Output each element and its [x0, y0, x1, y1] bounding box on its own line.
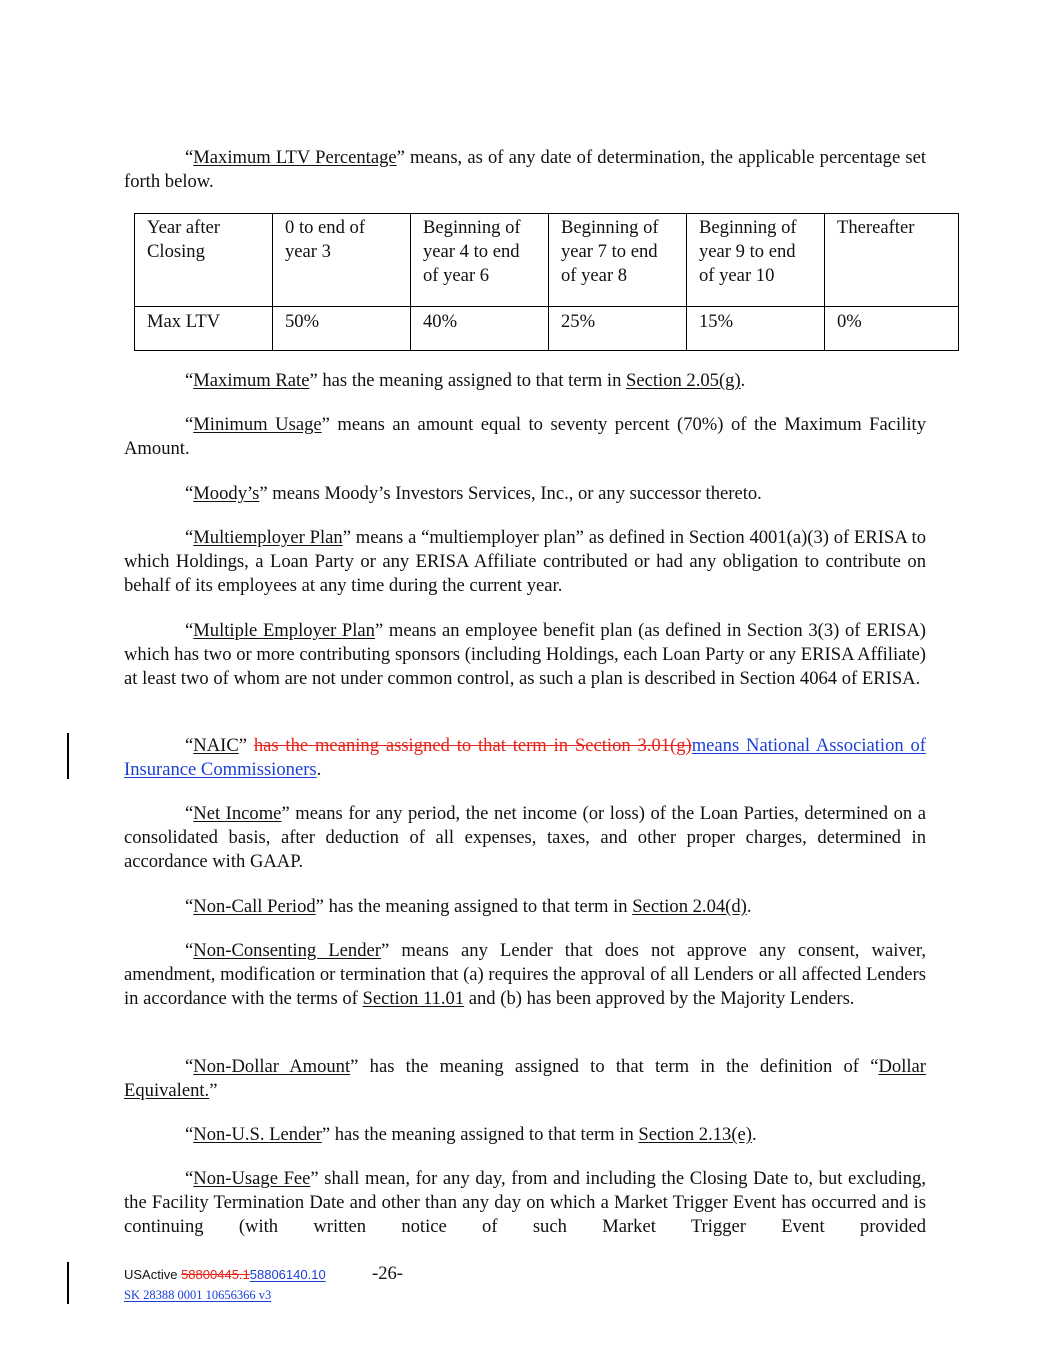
deleted-text: has the meaning assigned to that term in Section 3.01(g) [253, 735, 692, 756]
defined-term-reference: Dollar Equivalent. [124, 1056, 926, 1101]
table-header-row [135, 214, 959, 307]
table-cell: Max LTV [135, 307, 273, 351]
max-ltv-table [134, 213, 959, 351]
document-id: USActive 58800445.158806140.10 [124, 1267, 326, 1282]
term: Non-Call Period [193, 896, 316, 917]
table-cell: Thereafter [825, 214, 959, 307]
definition-maximum-rate: “Maximum Rate” has the meaning assigned to that term in Section 2.05(g). [185, 370, 746, 391]
term: NAIC [193, 735, 239, 756]
table-cell: Beginning of year 4 to end of year 6 [411, 214, 549, 307]
change-bar [67, 733, 69, 779]
definition-multiple-employer-plan: “Multiple Employer Plan” means an employee benefit plan (as defined in Section 3(3) of ERISA) which has two or more contributing sponsors (including Holdings, each Loan Party or any ERISA Affiliate) at least two of whom are not under common control, as such a plan is described in Section 4064 of ERISA. [124, 620, 927, 689]
term: Multiple Employer Plan [193, 620, 375, 641]
table-cell: 15% [687, 307, 825, 351]
definition-net-income: “Net Income” means for any period, the net income (or loss) of the Loan Parties, determined on a consolidated basis, after deduction of all expenses, taxes, and other proper charges, determined in accordance with GAAP. [124, 803, 927, 872]
definition-multiemployer-plan: “Multiemployer Plan” means a “multiemployer plan” as defined in Section 4001(a)(3) of ERISA to which Holdings, a Loan Party or any ERISA Affiliate contributed or had any obligation to contribute on behalf of its employees at any time during the current year. [124, 527, 927, 596]
definition-non-call-period: “Non-Call Period” has the meaning assigned to that term in Section 2.04(d). [185, 896, 752, 917]
term: Maximum LTV Percentage [193, 147, 397, 168]
term: Net Income [193, 803, 282, 824]
definition-naic: “NAIC” has the meaning assigned to that term in Section 3.01(g)means National Association of Insurance Commissioners. [124, 735, 926, 780]
term: Maximum Rate [193, 370, 310, 391]
term: Non-U.S. Lender [193, 1124, 322, 1145]
table-cell: 25% [549, 307, 687, 351]
section-reference: Section 2.13(e) [638, 1124, 752, 1145]
table-cell: 0 to end of year 3 [273, 214, 411, 307]
definition-maximum-ltv-percentage: “Maximum LTV Percentage” means, as of any date of determination, the applicable percentage set forth below. [124, 147, 926, 192]
definition-non-usage-fee: “Non-Usage Fee” shall mean, for any day, from and including the Closing Date to, but excluding, the Facility Termination Date and other than any day on which a Market Trigger Event has occurred and is continuing (with written notice of such Market Trigger Event provided [124, 1168, 926, 1237]
page-number: -26- [372, 1263, 403, 1284]
definition-moodys: “Moody’s” means Moody’s Investors Services, Inc., or any successor thereto. [185, 483, 762, 504]
section-reference: Section 11.01 [362, 988, 465, 1009]
term: Multiemployer Plan [193, 527, 343, 548]
table-cell: 50% [273, 307, 411, 351]
definition-minimum-usage: “Minimum Usage” means an amount equal to seventy percent (70%) of the Maximum Facility Amount. [124, 414, 926, 459]
definition-non-us-lender: “Non-U.S. Lender” has the meaning assigned to that term in Section 2.13(e). [185, 1124, 757, 1145]
definition-non-dollar-amount: “Non-Dollar Amount” has the meaning assigned to that term in the definition of “Dollar Equivalent.” [124, 1056, 926, 1101]
table-cell: Beginning of year 9 to end of year 10 [687, 214, 825, 307]
term: Non-Consenting Lender [193, 940, 381, 961]
version-stamp: SK 28388 0001 10656366 v3 [124, 1288, 272, 1302]
term: Moody’s [193, 483, 260, 504]
table-cell: 0% [825, 307, 959, 351]
section-reference: Section 2.05(g) [626, 370, 741, 391]
section-reference: Section 2.04(d) [632, 896, 747, 917]
inserted-doc-number: 58806140.10 [249, 1267, 326, 1282]
table-cell: Year after Closing [135, 214, 273, 307]
term: Minimum Usage [193, 414, 322, 435]
change-bar [67, 1262, 69, 1304]
term: Non-Dollar Amount [193, 1056, 351, 1077]
definition-non-consenting-lender: “Non-Consenting Lender” means any Lender that does not approve any consent, waiver, amendment, modification or termination that (a) requires the approval of all Lenders or all affected Lenders in accordance with the terms of Section 11.01 and (b) has been approved by the Majority Lenders. [124, 940, 927, 1009]
deleted-doc-number: 58800445.1 [181, 1267, 250, 1282]
table-cell: Beginning of year 7 to end of year 8 [549, 214, 687, 307]
table-cell: 40% [411, 307, 549, 351]
inserted-text: means National Association of Insurance Commissioners [124, 735, 926, 780]
term: Non-Usage Fee [193, 1168, 311, 1189]
table-row [135, 307, 959, 351]
